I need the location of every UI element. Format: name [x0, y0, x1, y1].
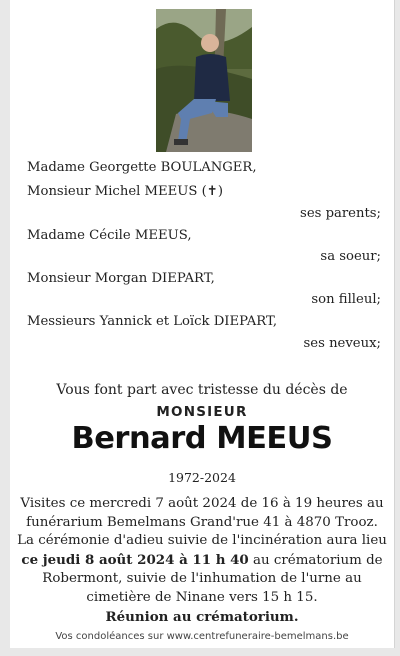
family-member: Messieurs Yannick et Loïck DIEPART, — [27, 314, 278, 329]
info-line: Visites ce mercredi 7 août 2024 de 16 à 19 heures au — [20, 496, 384, 511]
portrait-image — [156, 9, 252, 152]
reunion-note: Réunion au crématorium. — [105, 608, 299, 625]
family-member: Madame Georgette BOULANGER, — [27, 160, 257, 175]
honorific-title: MONSIEUR — [156, 404, 248, 420]
portrait-photo — [156, 9, 252, 152]
info-line — [10, 551, 394, 571]
ceremony-place: au crématorium de — [248, 552, 383, 568]
ceremony-info — [10, 495, 394, 626]
relation-label: son filleul; — [311, 292, 381, 307]
info-line: La cérémonie d'adieu suivie de l'incinération aura lieu — [17, 533, 387, 549]
family-member: Madame Cécile MEEUS, — [27, 228, 192, 243]
announcement-intro: Vous font part avec tristesse du décès de — [56, 382, 348, 398]
relation-label: ses parents; — [300, 206, 381, 221]
relation-label: sa soeur; — [320, 249, 381, 264]
family-member: Monsieur Michel MEEUS (✝) — [27, 184, 223, 199]
life-years: 1972-2024 — [168, 470, 236, 485]
deceased-name: Bernard MEEUS — [71, 421, 333, 456]
ceremony-date: ce jeudi 8 août 2024 à 11 h 40 — [21, 551, 249, 568]
family-member: Monsieur Morgan DIEPART, — [27, 271, 215, 286]
condolences-footer: Vos condoléances sur www.centrefuneraire-bemelmans.be — [55, 631, 349, 642]
obituary-card — [10, 0, 395, 648]
info-line: Robermont, suivie de l'inhumation de l'urne au — [42, 571, 362, 587]
info-line: funérarium Bemelmans Grand'rue 41 à 4870 Trooz. — [26, 514, 378, 530]
info-line: cimetière de Ninane vers 15 h 15. — [86, 589, 318, 605]
relation-label: ses neveux; — [303, 336, 381, 351]
